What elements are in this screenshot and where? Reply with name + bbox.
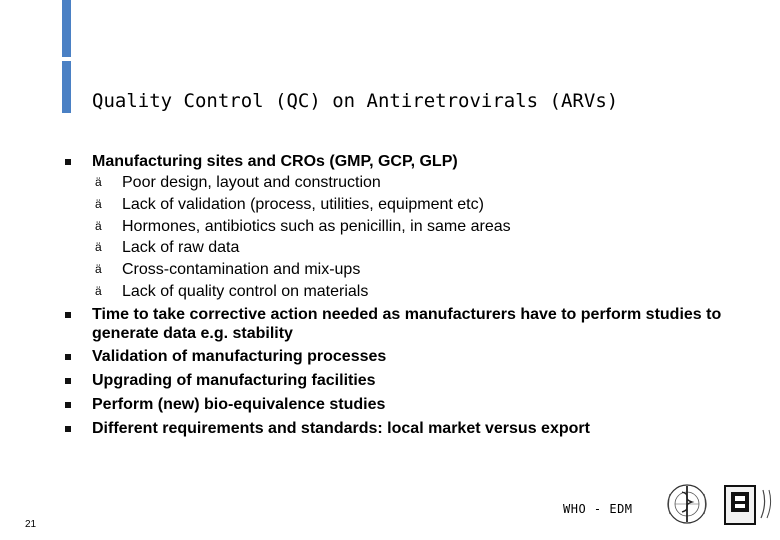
bullet-text: Time to take corrective action needed as manufacturers have to perform studies to generate data e.g. stability	[92, 305, 722, 342]
sub-arrow-icon: ä	[95, 262, 102, 277]
sub-item: ä Poor design, layout and construction	[92, 172, 762, 194]
sub-item: ä Lack of raw data	[92, 237, 762, 259]
bullet-item	[62, 395, 762, 415]
bullet-item	[62, 152, 762, 303]
edm-emblem-icon	[725, 486, 771, 524]
sub-arrow-icon: ä	[95, 240, 102, 255]
sub-item: ä Lack of validation (process, utilities, equipment etc)	[92, 194, 762, 216]
bullet-square-icon	[65, 402, 71, 408]
bullet-text: Different requirements and standards: local market versus export	[92, 419, 590, 437]
bullet-item	[62, 419, 762, 439]
sub-arrow-icon: ä	[95, 175, 102, 189]
slide-content	[62, 152, 762, 439]
sub-arrow-icon: ä	[95, 218, 102, 233]
bullet-text: Validation of manufacturing processes	[92, 347, 387, 365]
bullet-item	[62, 371, 762, 391]
page-number: 21	[25, 519, 37, 530]
slide-title: Quality Control (QC) on Antiretrovirals (ARVs)	[92, 90, 619, 112]
sub-item: ä Hormones, antibiotics such as penicillin, in same areas	[92, 216, 762, 238]
bullet-text: Upgrading of manufacturing facilities	[92, 371, 376, 389]
who-emblem-icon	[668, 485, 706, 523]
accent-bar-top	[62, 0, 71, 57]
logo-group	[665, 478, 777, 530]
sub-list	[92, 172, 762, 303]
bullet-item	[62, 347, 762, 367]
sub-arrow-icon: ä	[95, 283, 102, 298]
footer-label: WHO - EDM	[563, 502, 633, 516]
bullet-text: Perform (new) bio-equivalence studies	[92, 395, 386, 413]
bullet-square-icon	[65, 159, 71, 165]
accent-bar-title	[62, 61, 71, 113]
bullet-square-icon	[65, 378, 71, 384]
bullet-square-icon	[65, 312, 71, 318]
sub-arrow-icon: ä	[95, 196, 102, 211]
sub-item: ä Lack of quality control on materials	[92, 281, 762, 303]
bullet-text: Manufacturing sites and CROs (GMP, GCP, GLP)	[92, 153, 458, 170]
bullet-square-icon	[65, 426, 71, 432]
sub-item: ä Cross-contamination and mix-ups	[92, 259, 762, 281]
bullet-square-icon	[65, 354, 71, 360]
bullet-item	[62, 305, 762, 343]
